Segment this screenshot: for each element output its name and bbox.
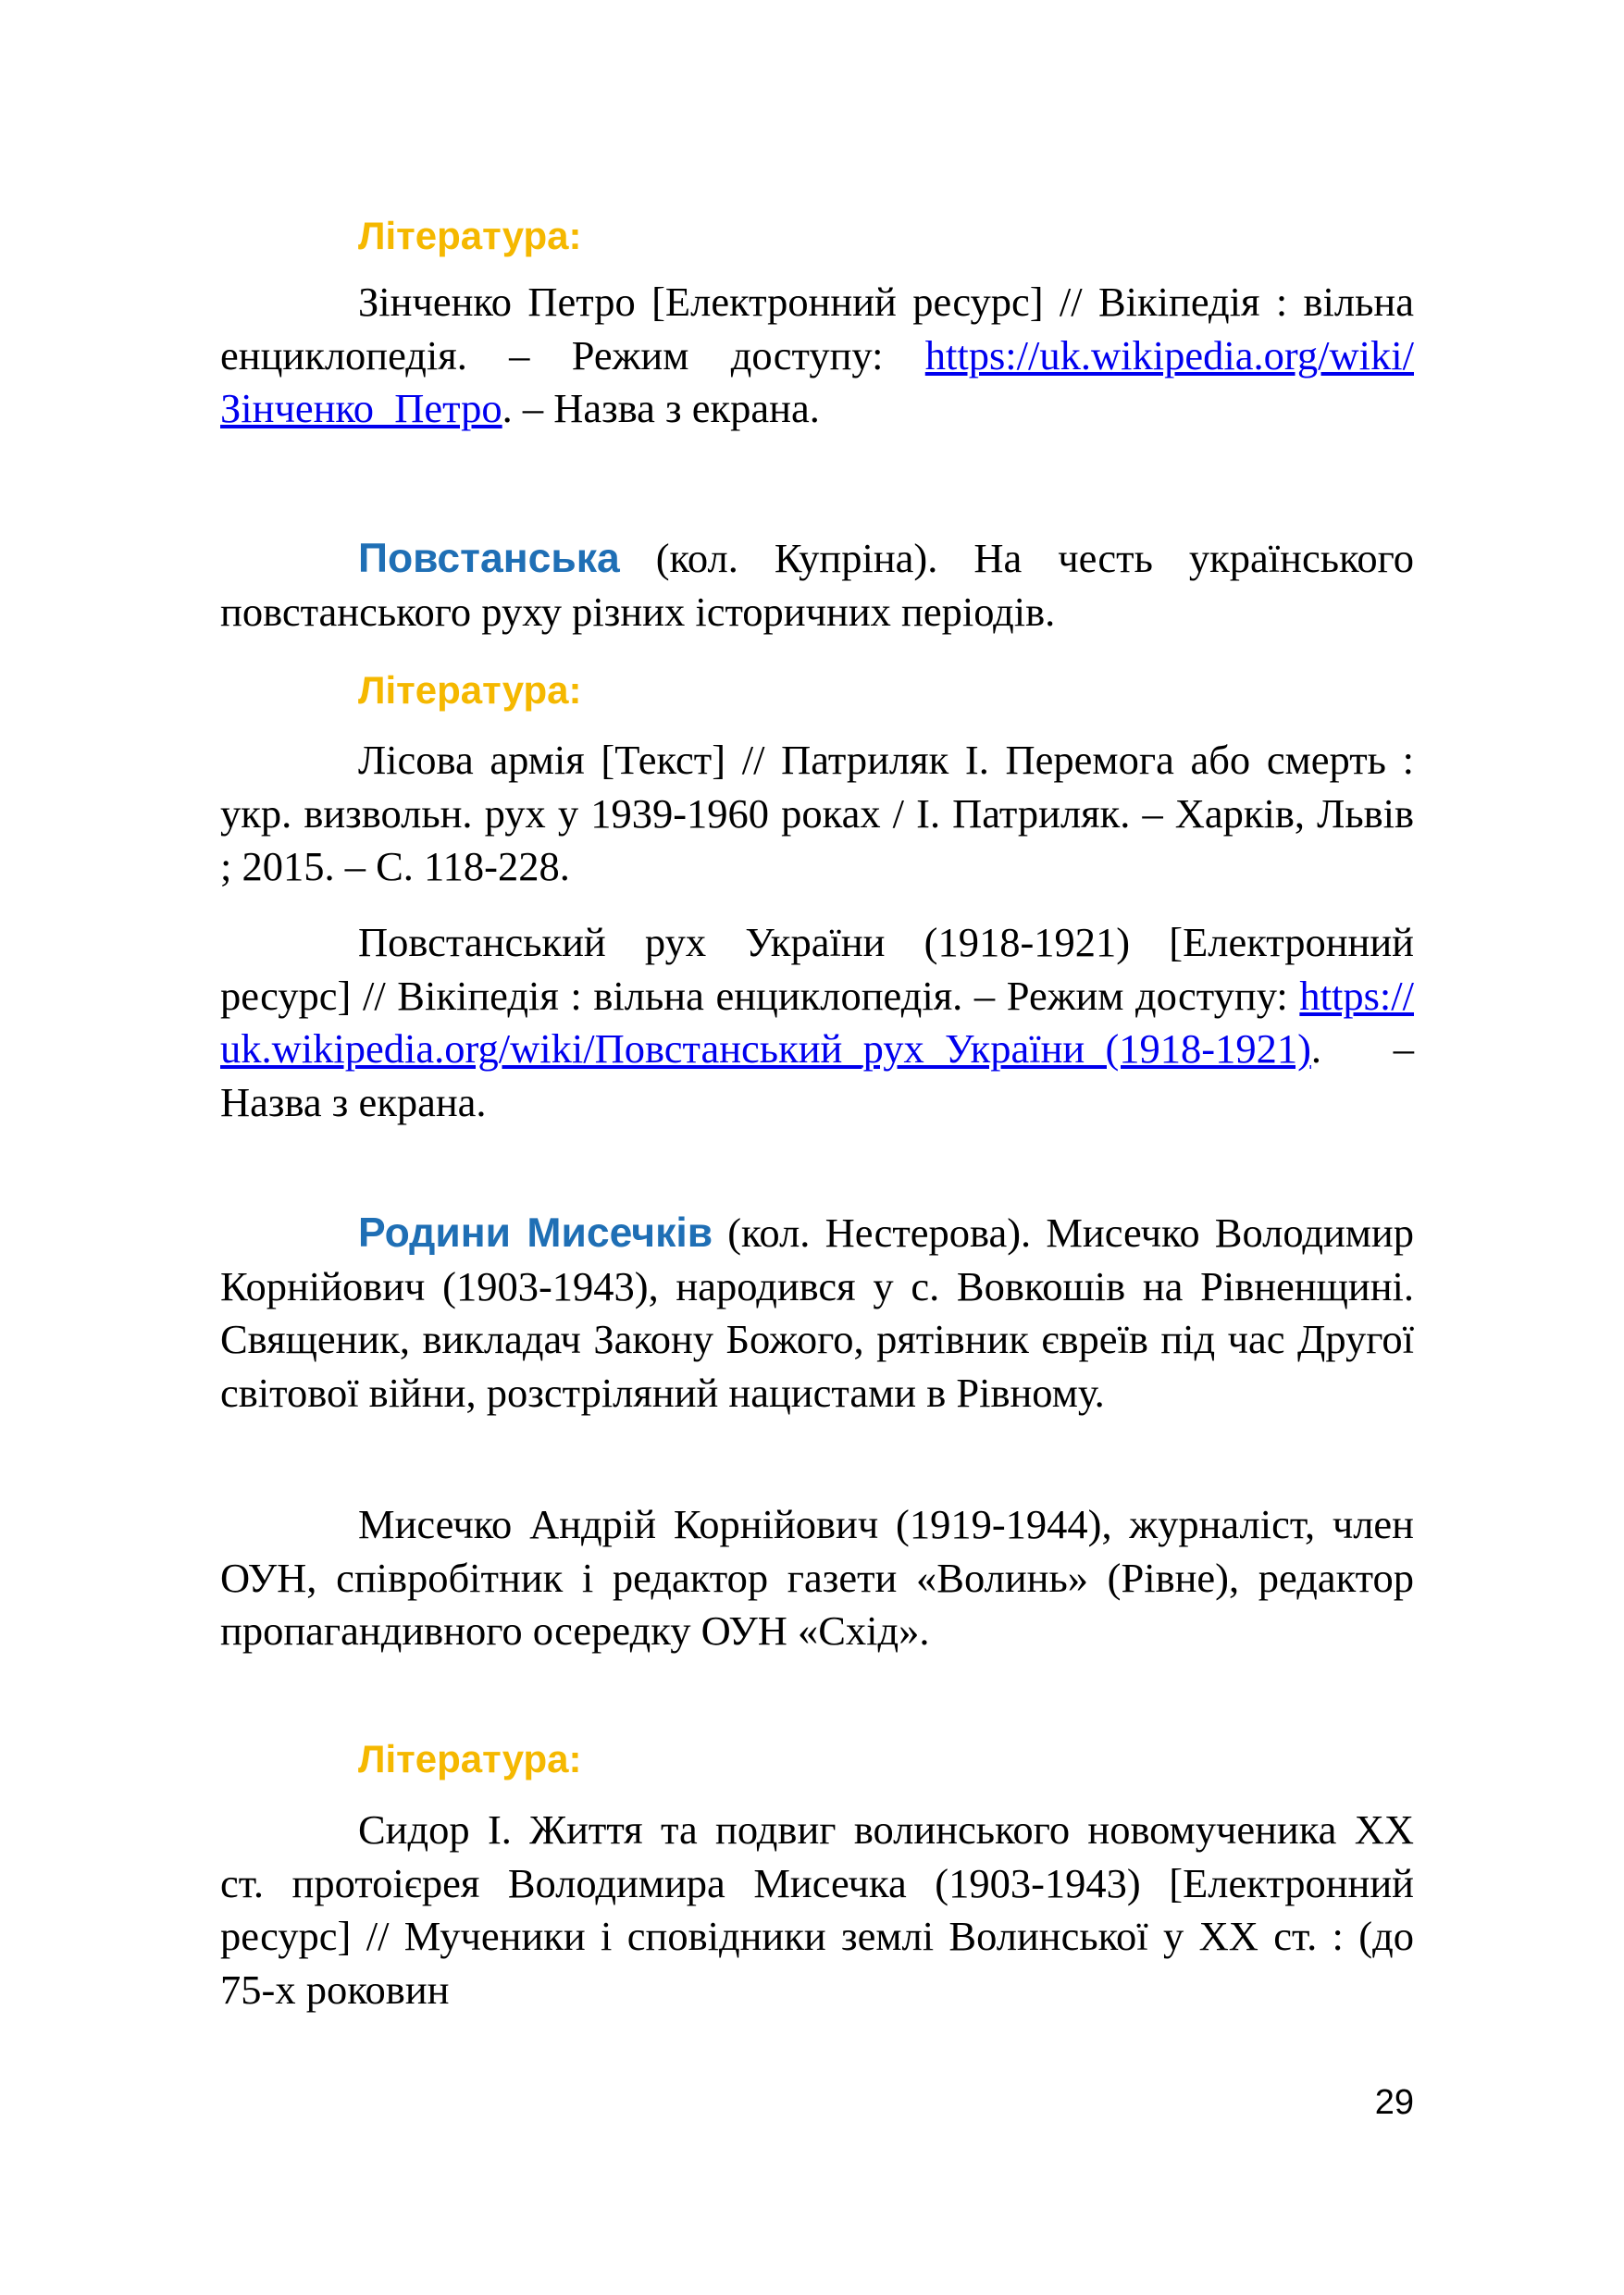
source-suffix: . – Назва з екрана. bbox=[502, 385, 820, 431]
source-text: Повстанський рух України (1918-1921) [Електронний ресурс] // Вікіпедія : вільна енциклопедія. – Режим доступу: bbox=[220, 919, 1414, 1019]
source-text: Зінченко Петро [Електронний ресурс] // Вікіпедія : вільна енциклопедія. – Режим доступу: bbox=[220, 279, 1414, 378]
street-entry-rodyny-mysechkiv bbox=[220, 1207, 1414, 1420]
street-name: Повстанська bbox=[358, 536, 620, 581]
source-entry-povstanskyi-rukh bbox=[220, 916, 1414, 1129]
literature-heading: Література: bbox=[358, 214, 582, 257]
literature-heading: Література: bbox=[358, 1737, 582, 1780]
street-description: (кол. Нестерова). Мисечко Володимир Корнійович (1903-1943), народився у с. Вовкошів на Рівненщині. Священик, викладач Закону Божого, рятівник євреїв під час Другої світової війни, розстріляний нацистами в Рівному. bbox=[220, 1210, 1414, 1416]
street-entry-povstanska bbox=[220, 532, 1414, 639]
paragraph-mysechko-andrii: Мисечко Андрій Корнійович (1919-1944), журналіст, член ОУН, співробітник і редактор газети «Волинь» (Рівне), редактор пропагандивного осередку ОУН «Схід». bbox=[220, 1501, 1414, 1654]
source-entry-zinchenko bbox=[220, 276, 1414, 436]
literature-heading: Література: bbox=[358, 668, 582, 712]
street-description: (кол. Купріна). На честь українського повстанського руху різних історичних періодів. bbox=[220, 535, 1414, 635]
source-suffix: . – Назва з екрана. bbox=[220, 1025, 1414, 1125]
source-entry-lisova-armiia: Лісова армія [Текст] // Патриляк І. Перемога або смерть : укр. визвольн. рух у 1939-1960 роках / І. Патриляк. – Харків, Львів ; 2015. – С. 118-228. bbox=[220, 737, 1414, 889]
document-page bbox=[220, 0, 1414, 2295]
source-link-povstanskyi-rukh[interactable]: https://uk.wikipedia.org/wiki/Повстанський_рух_України_(1918-1921) bbox=[220, 972, 1414, 1072]
street-name: Родини Мисечків bbox=[358, 1210, 713, 1256]
page-number: 29 bbox=[1374, 2083, 1414, 2122]
source-link-zinchenko[interactable]: https://uk.wikipedia.org/wiki/Зінченко_Петро bbox=[220, 331, 1414, 431]
source-entry-sydor: Сидор І. Життя та подвиг волинського новомученика ХХ ст. протоієрея Володимира Мисечка (1903-1943) [Електронний ресурс] // Мученики і сповідники землі Волинської у ХХ ст. : (до 75-х роковин bbox=[220, 1806, 1414, 2013]
